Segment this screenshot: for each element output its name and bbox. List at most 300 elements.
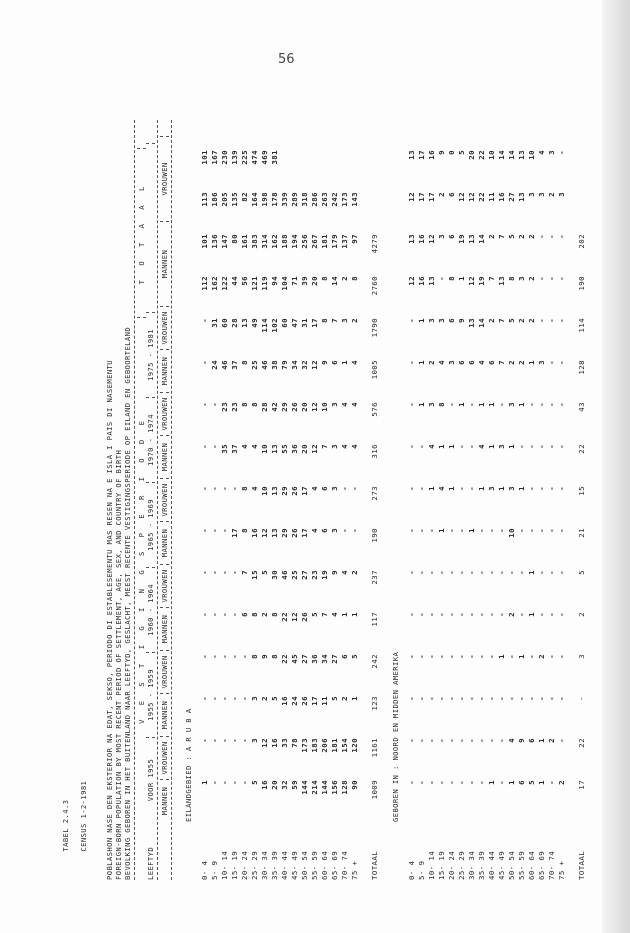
sex-v: VROUWEN [160,478,169,521]
age-label: 45- 49 [496,850,506,880]
cell-value: 20 [309,276,319,286]
title-english: FOREIGN-BORN POPULATION BY MOST RECENT PERIOD OF SETTLEMENT, AGE, SEX, AND COUNTRY OF BIRTH [114,449,123,880]
cell-value: 120 [349,738,359,753]
cell-value: 8 [269,654,279,659]
cell-value: - [456,528,466,533]
cell-value: 19 [319,570,329,580]
table-row [446,150,456,880]
cell-value: - [556,528,566,533]
cell-value: 17 [229,528,239,538]
total-value: 202 [576,234,586,249]
cell-value: - [199,612,209,617]
cell-value: - [239,654,249,659]
cell-value: 6 [339,654,349,659]
cell-value: 5 [249,780,259,785]
cell-value: 12 [406,276,416,286]
cell-value: 8 [319,276,329,281]
cell-value: 6 [526,738,536,743]
cell-value: - [526,486,536,491]
cell-value: 97 [349,234,359,244]
cell-value: 8 [249,612,259,617]
cell-value: - [406,444,416,449]
cell-value: - [406,738,416,743]
cell-value: 0 [446,150,456,155]
cell-value: - [229,612,239,617]
cell-value: - [426,738,436,743]
total-value: 4279 [369,234,379,254]
table-row [309,150,319,880]
cell-value: 3 [329,486,339,491]
cell-value: 17 [416,150,426,160]
cell-value: 1 [476,486,486,491]
cell-value: 3 [496,444,506,449]
cell-value: - [416,528,426,533]
age-label: 75 + [556,860,566,880]
age-label: 20- 24 [446,850,456,880]
cell-value: - [516,612,526,617]
cell-value: 1 [446,486,456,491]
cell-value: 12 [466,276,476,286]
cell-value: 6 [456,360,466,365]
cell-value: 1 [349,696,359,701]
cell-value: - [546,234,556,239]
cell-value: - [219,486,229,491]
cell-value: 25 [289,570,299,580]
cell-value: 314 [259,234,269,249]
total-value: 576 [369,402,379,417]
cell-value: 20 [299,444,309,454]
cell-value: 24 [209,360,219,370]
age-label: 30- 34 [259,850,269,880]
cell-value: - [546,402,556,407]
cell-value: 256 [299,234,309,249]
table-row [239,150,249,880]
cell-value: 13 [466,234,476,244]
cell-value: 289 [289,192,299,207]
cell-value: 2 [349,318,359,323]
cell-value: 60 [279,318,289,328]
cell-value: - [446,528,456,533]
period-1965-1969: 1965 - 1969 [146,482,155,567]
cell-value: 9 [329,570,339,575]
cell-value: - [209,444,219,449]
cell-value: 162 [209,276,219,291]
age-label: 65- 69 [536,850,546,880]
cell-value: - [466,444,476,449]
age-label: 20- 24 [239,850,249,880]
cell-value: 3 [249,738,259,743]
cell-value: 5 [329,696,339,701]
cell-value: 16 [269,738,279,748]
cell-value: - [446,570,456,575]
cell-value: - [199,738,209,743]
cell-value: 128 [339,780,349,795]
cell-value: - [556,360,566,365]
table-row [556,150,566,880]
cell-value: 22 [279,612,289,622]
cell-value: 55 [279,444,289,454]
cell-value: - [516,444,526,449]
cell-value: 5 [269,696,279,701]
cell-value: 2 [526,276,536,281]
cell-value: 7 [486,276,496,281]
cell-value: - [199,696,209,701]
cell-value: - [229,486,239,491]
sex-v: VROUWEN [160,392,169,435]
cell-value: 119 [259,276,269,291]
cell-value: - [199,570,209,575]
cell-value: 20 [466,150,476,160]
cell-value: - [536,570,546,575]
cell-value: 12 [426,234,436,244]
cell-value: - [416,486,426,491]
cell-value: 19 [476,276,486,286]
cell-value: 39 [299,276,309,286]
cell-value: 167 [209,150,219,165]
cell-value: 188 [279,234,289,249]
cell-value: - [456,654,466,659]
cell-value: 3 [426,318,436,323]
table-row [416,150,426,880]
cell-value: 38 [269,360,279,370]
period-header-row [146,120,155,880]
cell-value: 144 [319,780,329,795]
cell-value: 37 [229,444,239,454]
total-header: T O T A A L [137,148,146,317]
cell-value: 3 [486,486,496,491]
cell-value: 26 [289,486,299,496]
cell-value: - [506,570,516,575]
cell-value: - [486,696,496,701]
cell-value: 13 [496,276,506,286]
cell-value: 2 [426,360,436,365]
cell-value: 27 [329,654,339,664]
cell-value: 22 [279,654,289,664]
cell-value: 3 [329,528,339,533]
cell-value: 214 [309,780,319,795]
cell-value: - [239,738,249,743]
cell-value: 381 [269,150,279,165]
census-label: CENSUS 1-2-1981 [79,780,88,852]
age-label: 60- 64 [319,850,329,880]
cell-value: 6 [319,528,329,533]
age-header: LEEFTYD [146,846,155,880]
cell-value: 9 [516,738,526,743]
cell-value: 8 [446,276,456,281]
age-label: 75 + [349,860,359,880]
total-value: 5 [576,570,586,575]
age-label: 0- 4 [406,860,416,880]
cell-value: - [466,612,476,617]
cell-value: - [486,612,496,617]
cell-value: - [476,570,486,575]
cell-value: 206 [319,738,329,753]
cell-value: 101 [199,150,209,165]
cell-value: 102 [269,318,279,333]
cell-value: 27 [299,654,309,664]
cell-value: 137 [339,234,349,249]
cell-value: 12 [259,528,269,538]
data-table [199,150,379,880]
sex-v: VROUWEN [160,306,169,349]
table-row [199,150,209,880]
total-value: 22 [576,738,586,748]
cell-value: 3 [426,402,436,407]
cell-value: - [536,318,546,323]
cell-value: 6 [446,192,456,197]
cell-value: - [446,780,456,785]
table-row [466,150,476,880]
cell-value: 198 [259,192,269,207]
cell-value: - [199,402,209,407]
cell-value: 5 [259,570,269,575]
cell-value: 16 [496,192,506,202]
cell-value: 3 [436,234,446,239]
cell-value: 14 [329,276,339,286]
cell-value: 139 [229,150,239,165]
age-label: 10- 14 [426,850,436,880]
cell-value: 6 [239,612,249,617]
cell-value: - [209,402,219,407]
cell-value: - [239,780,249,785]
cell-value: 12 [456,192,466,202]
cell-value: 114 [259,318,269,333]
cell-value: 3 [249,696,259,701]
cell-value: 47 [289,318,299,328]
cell-value: 1 [496,654,506,659]
cell-value: - [546,528,556,533]
cell-value: 5 [506,234,516,239]
cell-value: 1 [526,612,536,617]
cell-value: - [546,360,556,365]
cell-value: 13 [269,528,279,538]
cell-value: 28 [259,402,269,412]
cell-value: 1 [426,486,436,491]
cell-value: 17 [309,696,319,706]
cell-value: 7 [239,570,249,575]
cell-value: 29 [279,402,289,412]
cell-value: 2 [486,234,496,239]
cell-value: 9 [436,150,446,155]
cell-value: 3 [329,402,339,407]
cell-value: 82 [239,192,249,202]
cell-value: - [546,486,556,491]
cell-value: 17 [299,528,309,538]
cell-value: 8 [436,402,446,407]
cell-value: 8 [249,402,259,407]
table-row [506,150,516,880]
cell-value: - [546,696,556,701]
cell-value: 3 [506,486,516,491]
table-blocks [184,120,586,880]
age-label: 55- 59 [309,850,319,880]
cell-value: 267 [309,234,319,249]
cell-value: 10 [526,150,536,160]
cell-value: 1 [536,780,546,785]
cell-value: 1 [456,276,466,281]
cell-value: 12 [259,738,269,748]
cell-value: - [466,654,476,659]
cell-value: - [229,696,239,701]
table-row [229,150,239,880]
cell-value: - [446,612,456,617]
cell-value: - [496,402,506,407]
age-label: 35- 39 [269,850,279,880]
cell-value: 4 [536,150,546,155]
cell-value: 11 [319,696,329,706]
cell-value: 2 [546,738,556,743]
cell-value: 474 [249,150,259,165]
cell-value: - [209,738,219,743]
cell-value: 161 [239,234,249,249]
rotated-table [52,120,586,880]
total-value: 117 [369,612,379,627]
cell-value: 29 [279,528,289,538]
cell-value: 1 [486,780,496,785]
table-row [476,150,486,880]
cell-value: 23 [229,402,239,412]
age-label: 25- 29 [456,850,466,880]
cell-value: 4 [476,444,486,449]
cell-value: 339 [279,192,289,207]
table-row [456,150,466,880]
table-row [339,150,349,880]
cell-value: 14 [476,318,486,328]
cell-value: 20 [299,402,309,412]
cell-value: - [436,612,446,617]
cell-value: 3 [506,402,516,407]
cell-value: 179 [329,234,339,249]
cell-value: 3 [536,360,546,365]
cell-value: - [546,318,556,323]
sex-m: MANNEN [160,607,169,650]
cell-value: - [446,654,456,659]
cell-value: 104 [279,276,289,291]
table-row [516,150,526,880]
table-row [329,150,339,880]
total-value: 316 [369,444,379,459]
cell-value: 194 [289,234,299,249]
cell-value: - [209,654,219,659]
cell-value: 3 [516,276,526,281]
age-label: 15- 19 [436,850,446,880]
cell-value: 36 [289,444,299,454]
cell-value: 2 [259,696,269,701]
cell-value: - [496,696,506,701]
cell-value: 19 [456,234,466,244]
sex-header-row [160,120,169,880]
cell-value: - [219,654,229,659]
age-label: 5- 9 [209,860,219,880]
cell-value: 263 [319,192,329,207]
cell-value: 8 [239,528,249,533]
cell-value: 1 [446,444,456,449]
cell-value: - [426,654,436,659]
cell-value: - [486,570,496,575]
cell-value: 7 [319,444,329,449]
cell-value: - [339,486,349,491]
cell-value: - [436,780,446,785]
cell-value: 28 [229,318,239,328]
cell-value: - [466,402,476,407]
cell-value: 8 [349,276,359,281]
cell-value: 101 [199,234,209,249]
cell-value: 8 [239,360,249,365]
cell-value: - [406,696,416,701]
cell-value: 59 [289,780,299,790]
cell-value: 6 [466,360,476,365]
cell-value: - [546,780,556,785]
cell-value: 8 [249,654,259,659]
cell-value: - [496,738,506,743]
cell-value: 17 [416,192,426,202]
table-row [319,150,329,880]
cell-value: 3 [339,318,349,323]
cell-value: 12 [466,192,476,202]
cell-value: - [446,738,456,743]
cell-value: 33 [279,738,289,748]
total-value: 242 [369,654,379,669]
cell-value: 3 [546,150,556,155]
cell-value: - [556,654,566,659]
cell-value: 2 [486,318,496,323]
cell-value: 147 [219,234,229,249]
cell-value: 5 [526,780,536,785]
cell-value: 16 [416,234,426,244]
total-value: 114 [576,318,586,333]
cell-value: - [456,486,466,491]
page-edge-shadow [602,0,630,933]
table-row [249,150,259,880]
cell-value: 10 [319,402,329,412]
cell-value: 112 [199,276,209,291]
cell-value: 12 [309,402,319,412]
cell-value: - [416,570,426,575]
cell-value: 17 [309,318,319,328]
cell-value: 1 [456,402,466,407]
total-value: 43 [576,402,586,412]
cell-value: 135 [229,192,239,207]
cell-value: 7 [329,318,339,323]
cell-value: 2 [516,360,526,365]
cell-value: 32 [279,780,289,790]
cell-value: 2 [339,696,349,701]
cell-value: 16 [259,780,269,790]
cell-value: - [416,654,426,659]
cell-value: - [526,444,536,449]
cell-value: - [209,612,219,617]
cell-value: - [199,654,209,659]
table-row [526,150,536,880]
cell-value: 7 [496,318,506,323]
cell-value: 56 [239,276,249,286]
cell-value: - [406,570,416,575]
cell-value: 44 [229,276,239,286]
cell-value: 27 [506,192,516,202]
cell-value: 1 [199,780,209,785]
cell-value: - [496,570,506,575]
cell-value: 31 [299,318,309,328]
cell-value: - [219,696,229,701]
cell-value: - [239,696,249,701]
cell-value: 183 [309,738,319,753]
cell-value: - [406,486,416,491]
cell-value: - [436,696,446,701]
cell-value: 4 [339,402,349,407]
cell-value: 34 [319,654,329,664]
cell-value: 156 [329,780,339,795]
cell-value: - [406,528,416,533]
